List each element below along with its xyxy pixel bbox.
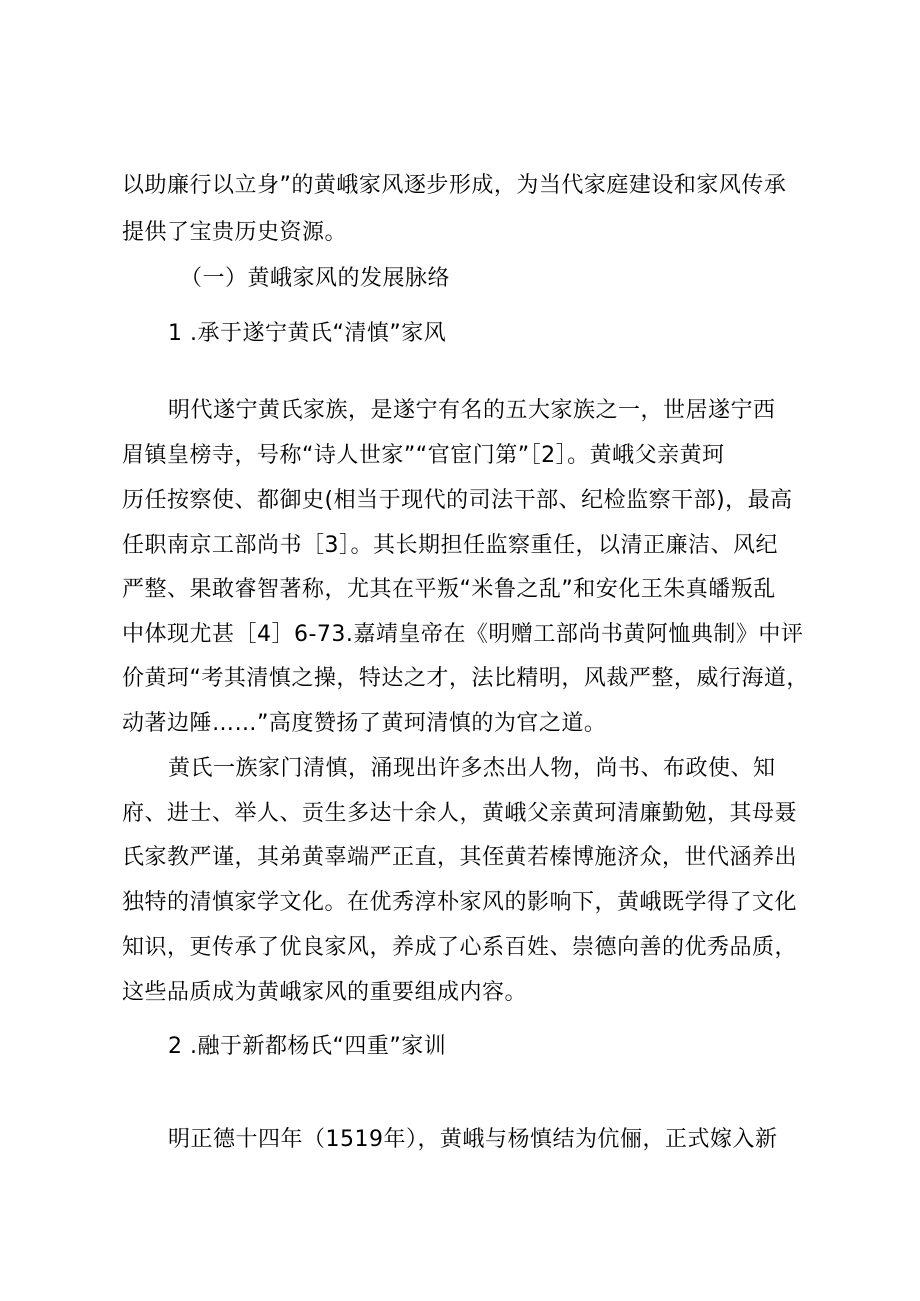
body-text-line: 府、进士、举人、贡生多达十余人，黄峨父亲黄珂清廉勤勉，其母聂 xyxy=(122,801,798,826)
body-text-line: 任职南京工部尚书［3］。其长期担任监察重任，以清正廉洁、风纪 xyxy=(122,533,778,558)
paragraph-first-line: 明代遂宁黄氏家族，是遂宁有名的五大家族之一，世居遂宁西 xyxy=(168,398,776,423)
body-text-line: 中体现尤甚［4］6-73.嘉靖皇帝在《明赠工部尚书黄阿恤典制》中评 xyxy=(122,622,804,647)
body-text-line: 历任按察使、都御史(相当于现代的司法干部、纪检监察干部)，最高 xyxy=(122,488,793,513)
body-text-line: 这些品质成为黄峨家风的重要组成内容。 xyxy=(122,980,528,1005)
section-heading: （一）黄峨家风的发展脉络 xyxy=(180,266,451,291)
subsection-heading: 1 .承于遂宁黄氏“清慎”家风 xyxy=(168,321,447,346)
body-text-line: 严整、果敢睿智著称，尤其在平叛“米鲁之乱”和安化王朱真皤叛乱 xyxy=(122,577,776,602)
subsection-heading: 2 .融于新都杨氏“四重”家训 xyxy=(168,1034,447,1059)
body-text-line: 动著边陲……”高度赞扬了黄珂清慎的为官之道。 xyxy=(122,711,607,736)
body-text-line: 眉镇皇榜寺，号称“诗人世家”“官宦门第”［2］。黄峨父亲黄珂 xyxy=(122,443,725,468)
paragraph-first-line: 明正德十四年（1519年），黄峨与杨慎结为伉俪，正式嫁入新 xyxy=(168,1127,778,1152)
body-text-line: 独特的清慎家学文化。在优秀淳朴家风的影响下，黄峨既学得了文化 xyxy=(122,890,798,915)
body-text-line: 氏家教严谨，其弟黄辜端严正直，其侄黄若榛博施济众，世代涵养出 xyxy=(122,845,798,870)
body-text-line: 以助廉行以立身”的黄峨家风逐步形成，为当代家庭建设和家风传承 xyxy=(122,173,787,198)
paragraph-first-line: 黄氏一族家门清慎，涌现出许多杰出人物，尚书、布政使、知 xyxy=(168,756,776,781)
body-text-line: 提供了宝贵历史资源。 xyxy=(122,220,348,245)
body-text-line: 价黄珂“考其清慎之操，特达之才，法比精明，风裁严整，威行海道， xyxy=(122,666,809,691)
body-text-line: 知识，更传承了优良家风，养成了心系百姓、崇德向善的优秀品质， xyxy=(122,935,798,960)
